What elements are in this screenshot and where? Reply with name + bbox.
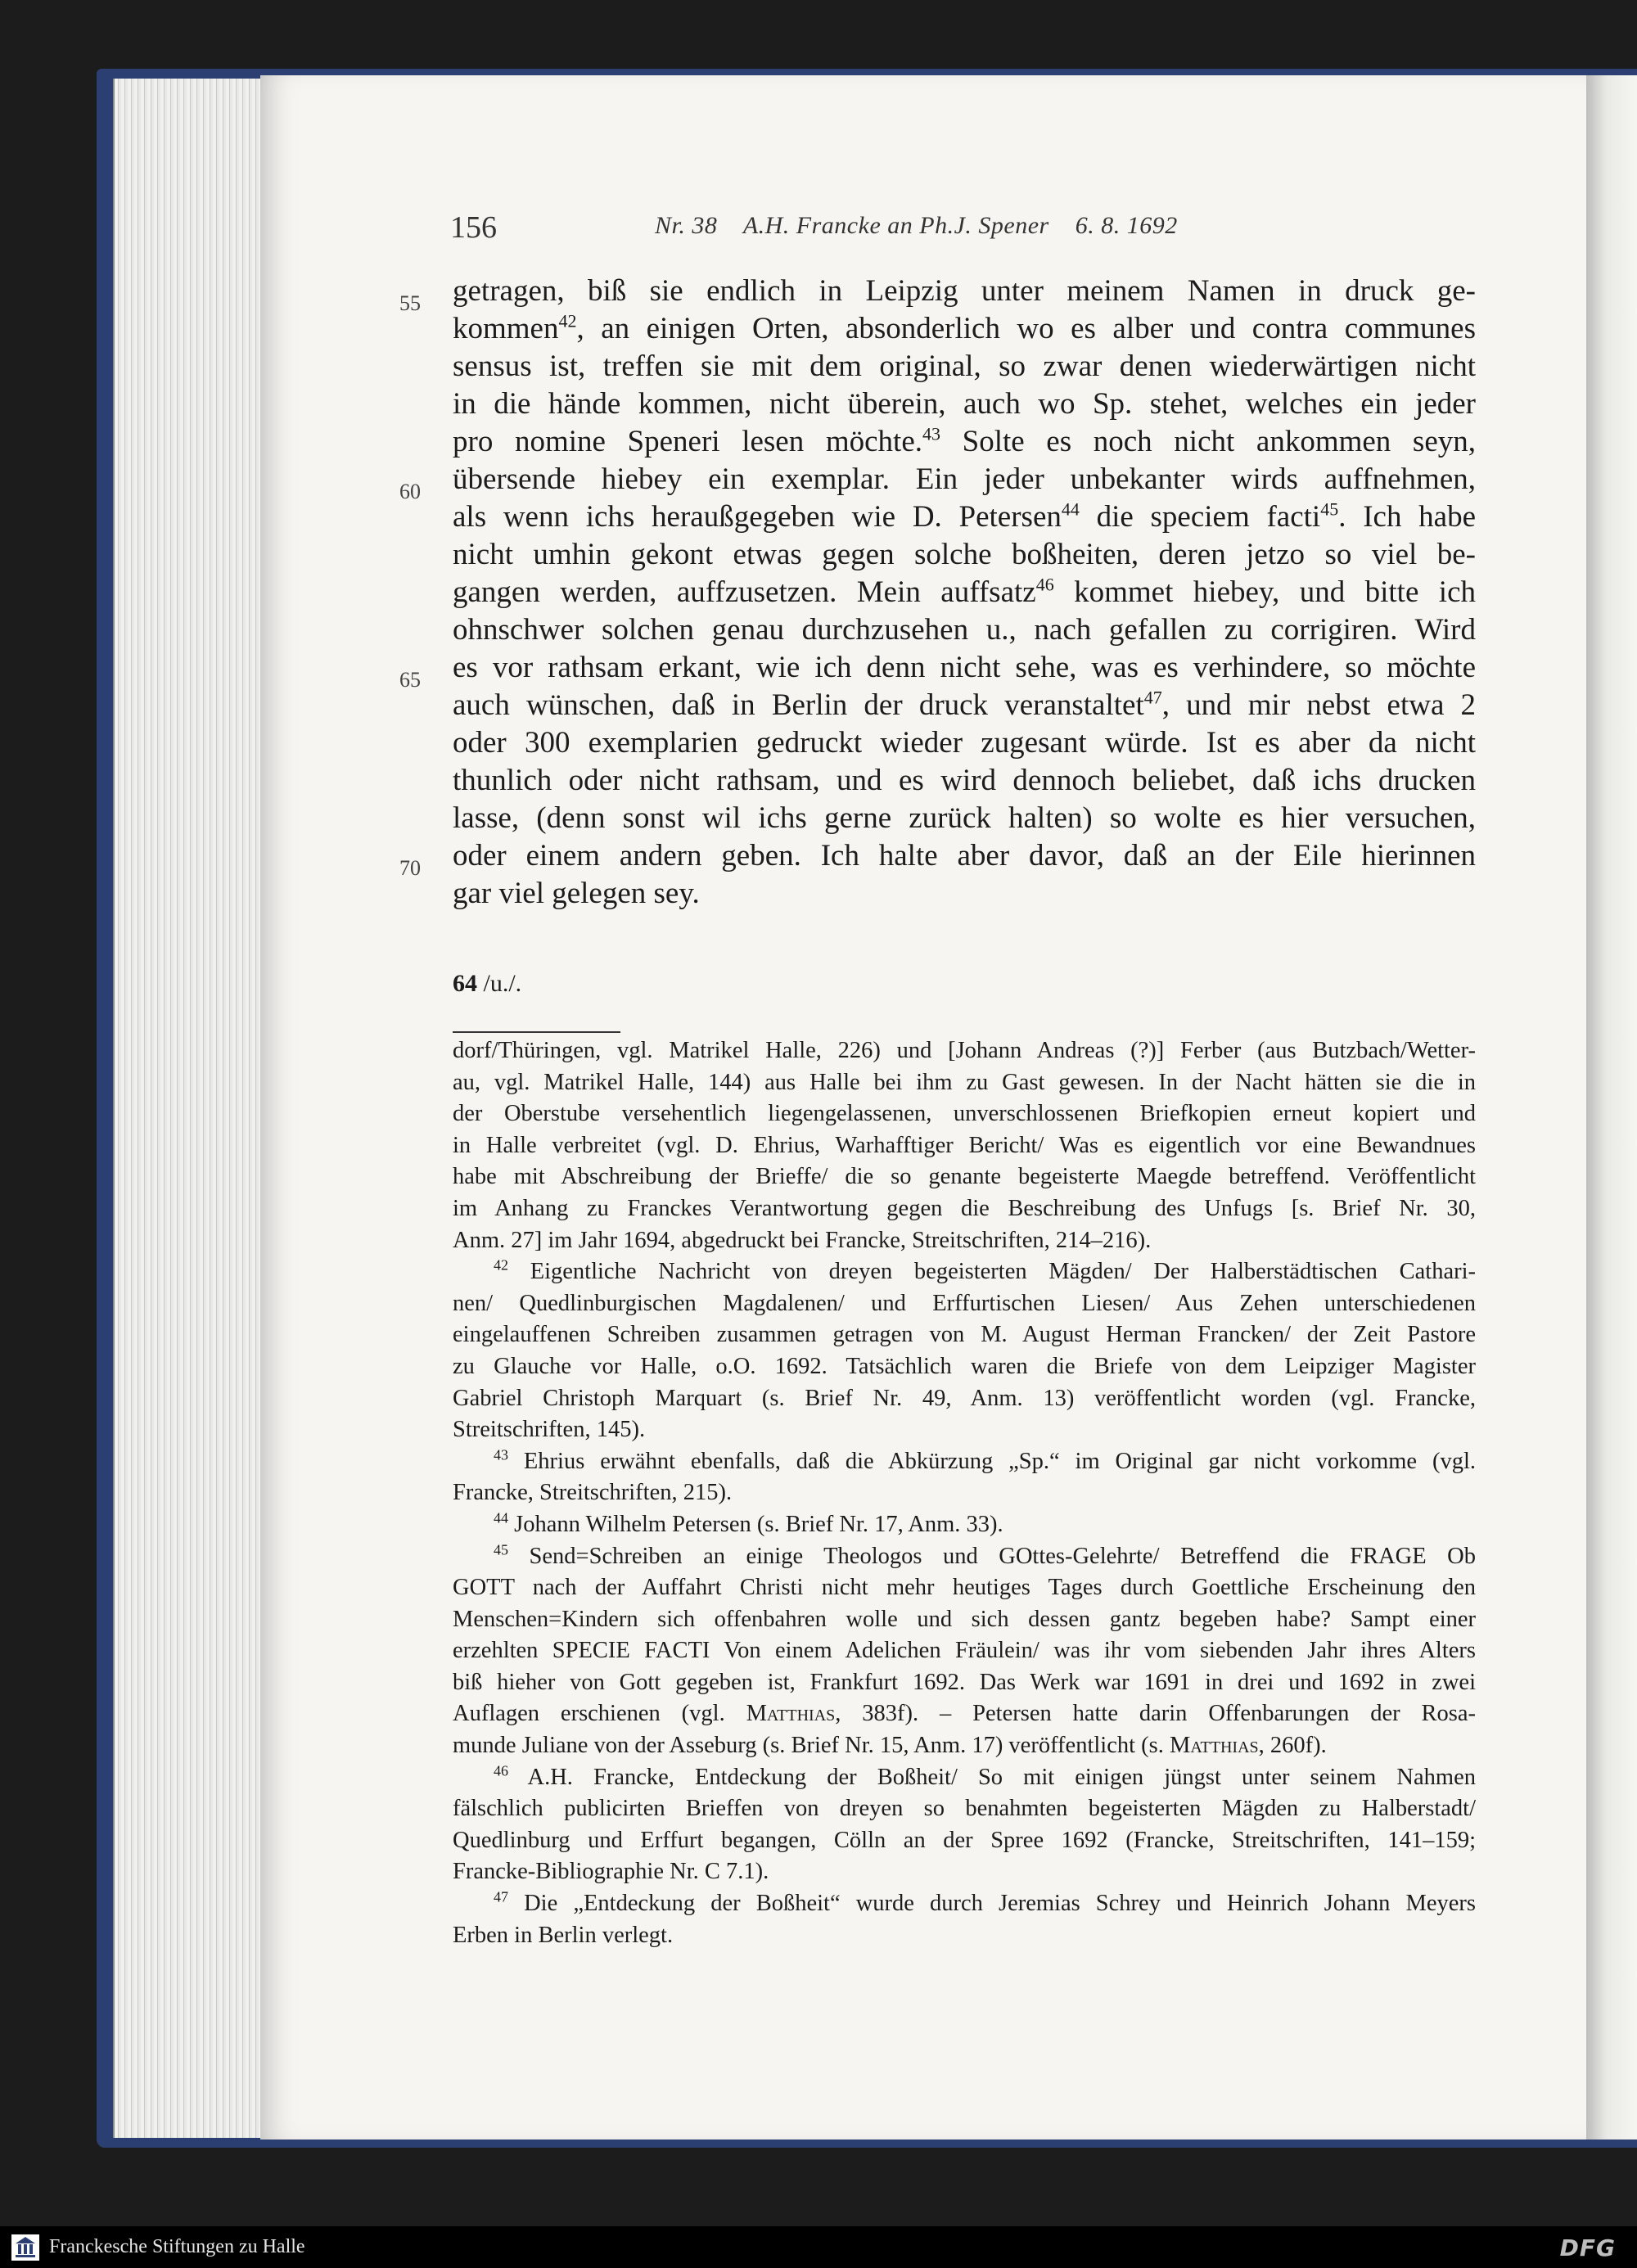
- footnote-line: zu Glauche vor Halle, o.O. 1692. Tatsächlich waren die Briefe von dem Leipziger Magister: [453, 1353, 1476, 1379]
- line-number-60: 60: [399, 480, 421, 503]
- footnote-line: Gabriel Christoph Marquart (s. Brief Nr. 49, Anm. 13) veröffentlicht worden (vgl. Francke,: [453, 1385, 1476, 1411]
- footnote-line: eingelauffenen Schreiben zusammen getragen von M. August Herman Francken/ der Zeit Pastore: [453, 1322, 1476, 1348]
- author-name: Matthias: [1169, 1733, 1259, 1759]
- footnote-43: $^{43}$ Ehrius erwähnt ebenfalls, daß die Abkürzung „Sp.“ im Original gar nicht vorkomme (vgl.: [494, 1446, 1476, 1474]
- footnote-line: Streitschriften, 145).: [453, 1417, 646, 1443]
- footnote-line: Anm. 27] im Jahr 1694, abgedruckt bei Francke, Streitschriften, 214–216).: [453, 1227, 1152, 1253]
- text-line: kommen$^{42}$, an einigen Orten, absonderlich wo es alber und contra communes: [453, 310, 1476, 345]
- footnote-line: der Oberstube versehentlich liegengelassenen, unverschlossenen Briefkopien erneut kopiert und: [453, 1101, 1476, 1127]
- page-edges: [113, 79, 275, 2138]
- textcritical-note: [453, 970, 521, 998]
- footnote-line: biß hieher von Gott gegeben ist, Frankfurt 1692. Das Werk war 1691 in drei und 1692 in zwei: [453, 1669, 1476, 1695]
- attribution-bar: [0, 2226, 1637, 2268]
- footnote-42: $^{42}$ Eigentliche Nachricht von dreyen begeisterten Mägden/ Der Halberstädtischen Cathari-: [494, 1256, 1476, 1285]
- footnote-number: 42: [494, 1256, 508, 1274]
- footnote-number: 47: [494, 1888, 508, 1905]
- footnote-rule: [453, 1031, 620, 1033]
- textcritical-line-number: 64: [453, 970, 477, 997]
- footnote-number: 44: [494, 1509, 508, 1526]
- footnote-44: $^{44}$ Johann Wilhelm Petersen (s. Brief Nr. 17, Anm. 33).: [494, 1509, 1003, 1537]
- footnote-line: Erben in Berlin verlegt.: [453, 1922, 674, 1948]
- footnote-line: im Anhang zu Franckes Verantwortung gegen die Beschreibung des Unfugs [s. Brief Nr. 30,: [453, 1195, 1476, 1221]
- footnote-line: Francke, Streitschriften, 215).: [453, 1480, 733, 1506]
- text-line: nicht umhin gekont etwas gegen solche boßheiten, deren jetzo so viel be-: [453, 538, 1476, 571]
- text-line: übersende hiebey ein exemplar. Ein jeder unbekanter wirds auffnehmen,: [453, 462, 1476, 496]
- footnote-line: Menschen=Kindern sich offenbahren wolle und sich dessen gantz begeben habe? Sampt einer: [453, 1606, 1476, 1632]
- text-line: oder 300 exemplarien gedruckt wieder zugesant würde. Ist es aber da nicht: [453, 726, 1476, 760]
- footnote-marker: 45: [1320, 498, 1339, 520]
- text-line: auch wünschen, daß in Berlin der druck veranstaltet$^{47}$, und mir nebst etwa 2: [453, 687, 1477, 722]
- text-line: lasse, (denn sonst wil ichs gerne zurück halten) so wolte es hier versuchen,: [453, 801, 1476, 835]
- footnote-line: nen/ Quedlinburgischen Magdalenen/ und Erffurtischen Liesen/ Aus Zehen unterschiedenen: [453, 1290, 1476, 1316]
- institution-logo-icon: [11, 2234, 39, 2261]
- footnote-line: GOTT nach der Auffahrt Christi nicht mehr heutiges Tages durch Goettliche Erscheinung den: [453, 1575, 1476, 1601]
- text-line: gar viel gelegen sey.: [453, 877, 700, 910]
- footnote-line: dorf/Thüringen, vgl. Matrikel Halle, 226) und [Johann Andreas (?)] Ferber (aus Butzbach/Wetter-: [453, 1038, 1476, 1063]
- page-gutter: [1586, 75, 1637, 2139]
- text-line: pro nomine Speneri lesen möchte.$^{43}$ Solte es noch nicht ankommen seyn,: [453, 423, 1476, 458]
- footnote-marker: 44: [1061, 498, 1080, 520]
- footnote-line: Quedlinburg und Erffurt begangen, Cölln an der Spree 1692 (Francke, Streitschriften, 141–159;: [453, 1827, 1476, 1853]
- text-line: getragen, biß sie endlich in Leipzig unter meinem Namen in druck ge-: [453, 274, 1476, 308]
- text-line: als wenn ichs heraußgegeben wie D. Petersen$^{44}$ die speciem facti$^{45}$. Ich habe: [453, 498, 1477, 534]
- institution-name: Franckesche Stiftungen zu Halle: [49, 2236, 305, 2257]
- footnote-line: munde Juliane von der Asseburg (s. Brief Nr. 15, Anm. 17) veröffentlicht (s. Matthias, 260f).: [453, 1733, 1327, 1759]
- footnote-marker: 42: [558, 310, 577, 331]
- dfg-logo: DFG: [1559, 2234, 1616, 2261]
- text-line: gangen werden, auffzusetzen. Mein auffsatz$^{46}$ kommet hiebey, und bitte ich: [453, 574, 1476, 609]
- text-line: thunlich oder nicht rathsam, und es wird dennoch beliebet, daß ichs drucken: [453, 764, 1476, 797]
- footnote-line: Francke-Bibliographie Nr. C 7.1).: [453, 1859, 769, 1885]
- footnote-47: $^{47}$ Die „Entdeckung der Boßheit“ wurde durch Jeremias Schrey und Heinrich Johann Meyers: [494, 1888, 1476, 1917]
- footnote-45: $^{45}$ Send=Schreiben an einige Theologos und GOttes-Gelehrte/ Betreffend die FRAGE Ob: [494, 1541, 1476, 1569]
- footnote-number: 43: [494, 1446, 508, 1463]
- text-line: sensus ist, treffen sie mit dem original, so zwar denen wiederwärtigen nicht: [453, 349, 1476, 383]
- footnote-46: $^{46}$ A.H. Francke, Entdeckung der Boßheit/ So mit einigen jüngst unter seinem Nahmen: [494, 1762, 1476, 1790]
- page-number: 156: [450, 210, 497, 245]
- text-line: oder einem andern geben. Ich halte aber davor, daß an der Eile hierinnen: [453, 839, 1476, 872]
- footnote-number: 45: [494, 1541, 508, 1558]
- author-name: Matthias: [746, 1701, 836, 1727]
- footnote-line: Auflagen erschienen (vgl. Matthias, 383f). – Petersen hatte darin Offenbarungen der Rosa-: [453, 1701, 1476, 1727]
- line-number-70: 70: [399, 856, 421, 880]
- footnote-marker: 47: [1143, 687, 1162, 708]
- footnote-marker: 43: [922, 423, 940, 444]
- line-number-55: 55: [399, 291, 421, 315]
- textcritical-text: /u./.: [477, 970, 522, 997]
- footnote-line: fälschlich publicirten Brieffen von dreyen so benahmten begeisterten Mägden zu Halberstadt/: [453, 1796, 1476, 1822]
- footnotes: [453, 1035, 1476, 1951]
- text-line: es vor rathsam erkant, wie ich denn nicht sehe, was es verhindere, so möchte: [453, 651, 1476, 684]
- running-head: Nr. 38 A.H. Francke an Ph.J. Spener 6. 8. 1692: [655, 212, 1178, 239]
- footnote-number: 46: [494, 1762, 508, 1779]
- footnote-line: in Halle verbreitet (vgl. D. Ehrius, Warhafftiger Bericht/ Was es eigentlich vor eine Bewandnues: [453, 1132, 1476, 1158]
- letter-text: [453, 273, 1476, 913]
- text-line: ohnschwer solchen genau durchzusehen u., nach gefallen zu corrigiren. Wird: [453, 613, 1476, 647]
- footnote-line: au, vgl. Matrikel Halle, 144) aus Halle bei ihm zu Gast gewesen. In der Nacht hätten sie die in: [453, 1069, 1476, 1095]
- footnote-line: erzehlten SPECIE FACTI Von einem Adelichen Fräulein/ was ihr vom siebenden Jahr ihres Alters: [453, 1638, 1476, 1664]
- text-line: in die hände kommen, nicht überein, auch wo Sp. stehet, welches ein jeder: [453, 387, 1476, 421]
- footnote-line: habe mit Abschreibung der Brieffe/ die so genante begeisterte Maegde betreffend. Veröffentlicht: [453, 1164, 1476, 1190]
- footnote-marker: 46: [1035, 574, 1054, 595]
- line-number-65: 65: [399, 668, 421, 692]
